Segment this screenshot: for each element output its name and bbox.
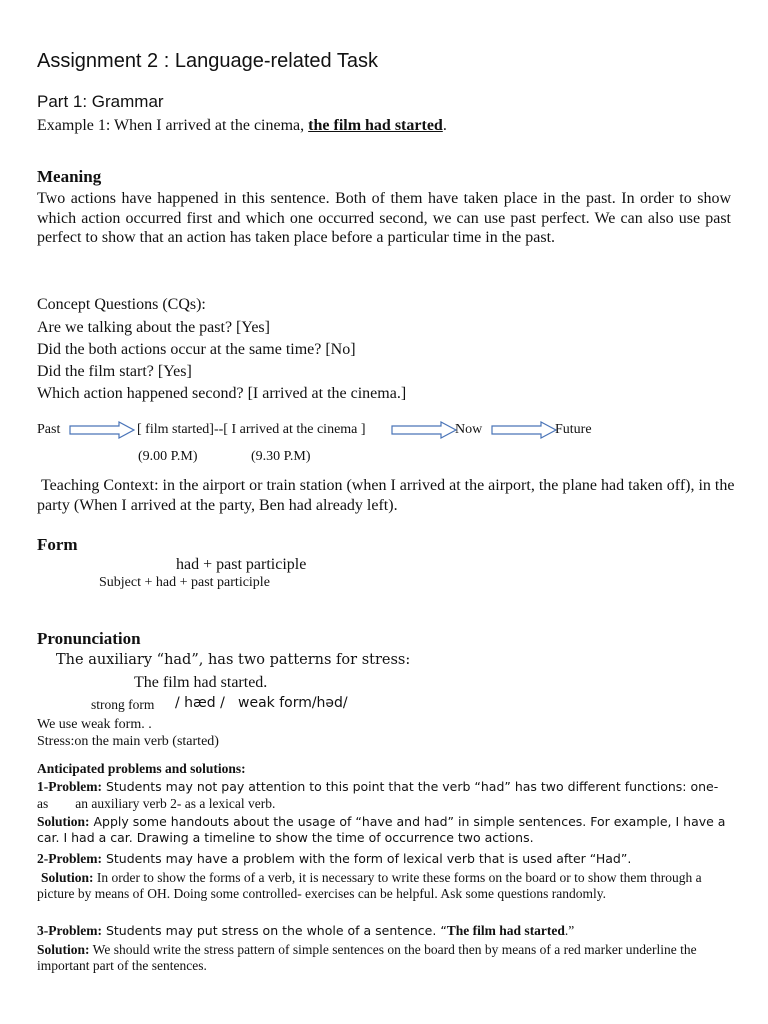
example-prefix: Example 1: When I arrived at the cinema, [37,117,309,134]
timeline-events: [ film started]--[ I arrived at the cinema ] [137,422,366,437]
timeline-now: Now [455,422,483,437]
problem-3-text: Students may put stress on the whole of a sentence. “ [101,923,447,938]
problem-2-text: Students may have a problem with the form of lexical verb that is used after “Had”. [101,851,632,866]
problem-1-text: Students may not pay attention to this point that the verb “had” has two different functions: one- [101,779,719,794]
solution-1-text: Apply some handouts about the usage of “have and had” in simple sentences. For example, I have a car. I had a car. Drawing a timeline to show the time of occurrence two actions. [37,814,726,846]
meaning-heading: Meaning [37,167,102,186]
cq-item: Did the both actions occur at the same time? [No] [37,341,356,358]
problem-3-label: 3-Problem: [37,923,102,938]
right-arrow-icon [491,421,557,439]
form-line-1: had + past participle [176,556,307,573]
pronunciation-heading: Pronunciation [37,629,141,648]
solution-2 [37,870,727,903]
form-line-2: Subject + had + past participle [99,575,270,590]
problem-1 [37,779,718,795]
right-arrow-icon [391,421,457,439]
example-sentence [37,117,447,135]
problem-3-bold: The film had started [446,923,565,938]
solution-1 [37,814,727,847]
strong-form-ipa: / hæd / [175,695,225,711]
problem-1-label: 1-Problem: [37,779,102,794]
cqs-heading: Concept Questions (CQs): [37,296,206,313]
right-arrow-icon [69,421,135,439]
page-title: Assignment 2 : Language-related Task [37,50,378,72]
stress-note: Stress:on the main verb (started) [37,734,219,749]
pronunciation-sentence: The film had started. [134,674,268,691]
form-heading: Form [37,535,78,554]
solution-3 [37,942,727,975]
cq-item: Did the film start? [Yes] [37,363,192,380]
problem-1-continued: as an auxiliary verb 2- as a lexical verb. [37,796,276,811]
example-suffix: . [442,117,447,134]
weak-form: weak form/həd/ [238,695,348,711]
problem-3-end: .” [564,923,575,938]
example-emphasis: the film had started [308,117,443,134]
cq-item: Are we talking about the past? [Yes] [37,319,270,336]
solution-3-label: Solution: [37,942,90,957]
solution-2-label: Solution: [41,870,94,885]
part-heading: Part 1: Grammar [37,92,164,111]
timeline-time-1: (9.00 P.M) [138,449,198,464]
solution-2-text: In order to show the forms of a verb, it is necessary to write these forms on the board or to show them through a picture by means of OH. Doing some controlled- exercises can be helpful. Ask some questions randomly. [37,870,702,902]
weak-form-use: We use weak form. . [37,717,152,732]
solution-1-label: Solution: [37,814,90,829]
timeline-past: Past [37,422,61,437]
problem-2 [37,851,631,867]
pronunciation-intro: The auxiliary “had”, has two patterns for stress: [56,652,411,668]
strong-form-label: strong form [91,697,155,712]
timeline-time-2: (9.30 P.M) [251,449,311,464]
problem-2-label: 2-Problem: [37,851,102,866]
meaning-text: Two actions have happened in this sentence. Both of them have taken place in the past. In order to show which action occurred first and which one occurred second, we can use past perfect. We can also use past perfect to show that an action has taken place before a particular time in the past. [37,190,731,246]
problems-heading: Anticipated problems and solutions: [37,761,246,776]
cq-item: Which action happened second? [I arrived at the cinema.] [37,385,407,402]
teaching-context: Teaching Context: in the airport or train station (when I arrived at the airport, the plane had taken off), in the party (When I arrived at the party, Ben had already left). [37,477,735,514]
timeline-future: Future [555,422,592,437]
problem-3 [37,923,574,939]
solution-3-text: We should write the stress pattern of simple sentences on the board then by means of a red marker underline the important part of the sentences. [37,942,697,974]
